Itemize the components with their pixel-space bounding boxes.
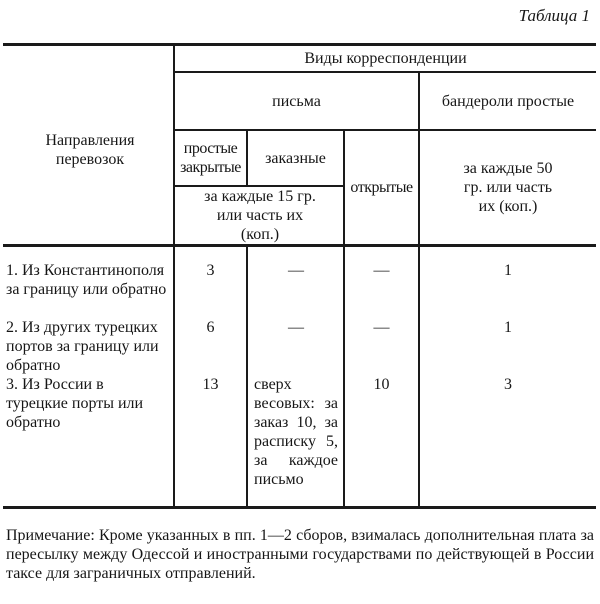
header-open: открытые (350, 179, 413, 196)
table-bottom-rule (3, 506, 596, 509)
table-cell: сверх весовых: за заказ 10, за расписку 5, за каждое письмо (254, 376, 338, 488)
header-per-15: за каждые 15 гр. или часть их (коп.) (204, 188, 316, 243)
table-row-direction: 3. Из России в турецкие порты или обратно (6, 376, 144, 431)
table-cell: — (373, 319, 390, 336)
table-cell: — (288, 262, 304, 279)
table-cell: 13 (202, 376, 219, 393)
table-cell: 6 (206, 319, 215, 336)
header-parcels: бандероли простые (441, 92, 575, 110)
table-cell: 3 (206, 262, 215, 279)
parcels-column (420, 261, 596, 394)
header-types: Виды корреспонденции (304, 50, 467, 67)
table-cell: 3 (504, 376, 512, 393)
table-cell: 10 (373, 376, 390, 393)
header-per-50: за каждые 50 гр. или часть их (коп.) (463, 160, 553, 215)
simple-column (175, 261, 246, 394)
table-cell: 1 (504, 262, 512, 279)
table-caption: Таблица 1 (518, 6, 590, 25)
header-directions: Направления перевозок (45, 132, 135, 168)
table-row-direction: 2. Из других турецких портов за границу или обратно (6, 319, 159, 374)
open-column (345, 261, 418, 394)
header-letters: письма (272, 92, 321, 110)
registered-column (254, 261, 338, 489)
header-bottom-rule (3, 244, 596, 247)
header-simple-closed: простые закрытые (180, 140, 241, 176)
rule (246, 245, 248, 507)
table-row-direction: 1. Из Константинополя за границу или обратно (6, 262, 167, 298)
direction-column (6, 261, 168, 432)
header-registered: заказные (265, 149, 326, 167)
table-note: Примечание: Кроме указанных в пп. 1—2 сборов, взималась дополнительная плата за пересылку между Одессой и иностранными государствами по действующей в России таксе для заграничных отправлений. (6, 527, 594, 582)
table-cell: — (373, 262, 390, 279)
table-cell: — (288, 319, 304, 336)
table-cell: 1 (504, 319, 512, 336)
